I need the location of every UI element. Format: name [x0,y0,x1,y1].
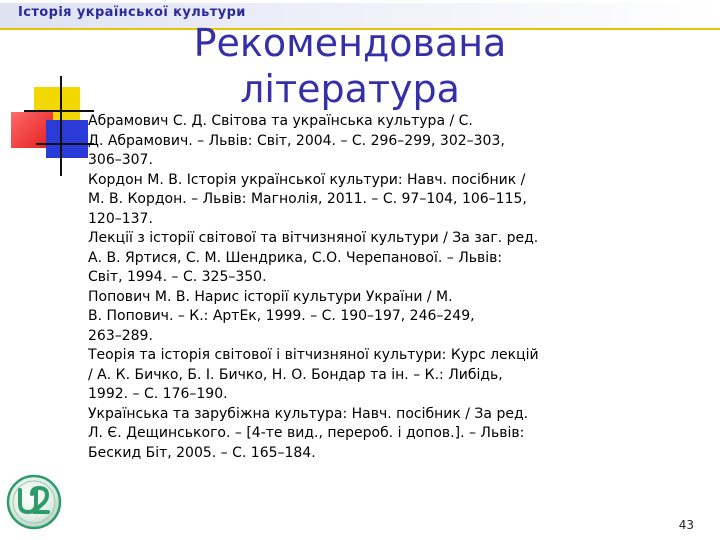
bibliography-item: Теорія та історія світової і вітчизняної культури: Курс лекцій / А. К. Бичко, Б. І. Бичко, Н. О. Бондар та ін. – К.: Либідь, 1992. – С. 176–190. [88,347,539,402]
bibliography-item: Абрамович С. Д. Світова та українська культура / С. Д. Абрамович. – Львів: Світ, 2004. – С. 296–299, 302–303, 306–307. [88,113,505,168]
page-number: 43 [678,518,694,532]
bibliography-list [88,112,680,463]
horizontal-line-top [24,110,94,112]
bibliography-item: Попович М. В. Нарис історії культури України / М. В. Попович. – К.: АртЕк, 1999. – С. 190–197, 246–249, 263–289. [88,288,475,344]
course-title: Історія української культури [18,5,246,20]
blue-square [46,120,88,158]
header-strip [0,0,720,3]
bibliography-item: Лекції з історії світової та вітчизняної культури / За заг. ред. А. В. Яртися, С. М. Шендрика, С.О. Черепанової. – Львів: Світ, 1994. – С. 325–350. [88,230,539,285]
bibliography-item: Кордон М. В. Історія української культури: Навч. посібник / М. В. Кордон. – Львів: Магнолія, 2011. – С. 97–104, 106–115, 120–137. [88,171,527,227]
slide-title-line-1: Рекомендована [193,21,507,65]
university-logo-icon [6,474,62,530]
slide-title [160,20,540,112]
bibliography-item: Українська та зарубіжна культура: Навч. посібник / За ред. Л. Є. Дещинського. – [4-те вид., перероб. і допов.]. – Львів: Бескид Біт, 2005. – С. 165–184. [88,405,529,461]
slide-title-line-2: література [240,67,460,111]
horizontal-line-bottom [36,143,94,145]
vertical-line [60,76,62,176]
